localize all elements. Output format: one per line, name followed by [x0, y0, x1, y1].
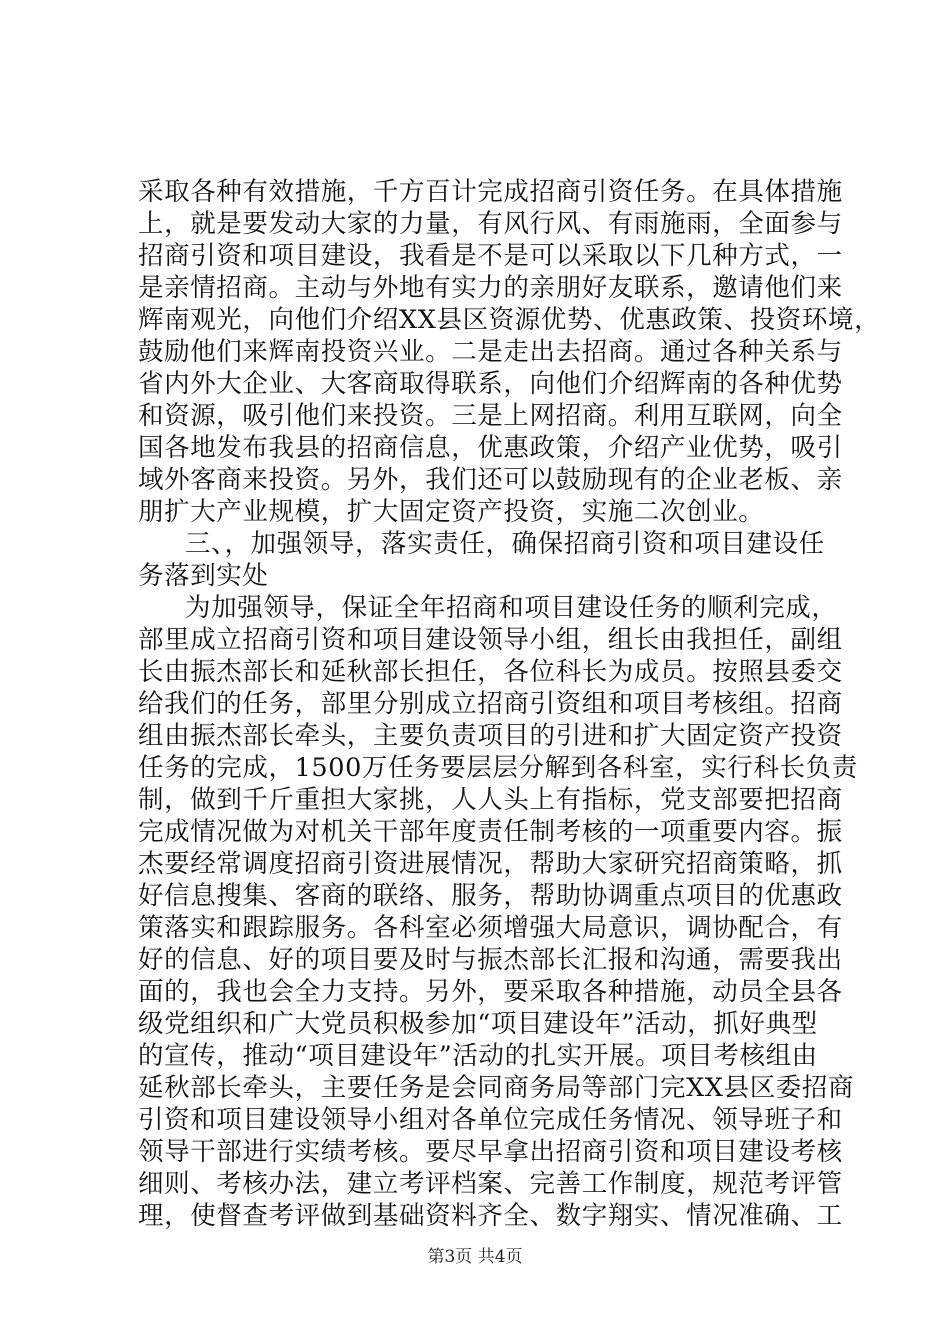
text-line: 完成情况做为对机关干部年度责任制考核的一项重要内容。振 — [138, 817, 843, 847]
text-line: 领导干部进行实绩考核。要尽早拿出招商引资和项目建设考核 — [138, 1137, 843, 1167]
text-line: 理，使督查考评做到基础资料齐全、数字翔实、情况准确、工 — [138, 1201, 843, 1231]
text-line: 延秋部长牵头，主要任务是会同商务局等部门完XX县区委招商 — [138, 1073, 855, 1103]
text-line: 好信息搜集、客商的联络、服务，帮助协调重点项目的优惠政 — [138, 881, 843, 911]
text-line: 级党组织和广大党员积极参加“项目建设年”活动，抓好典型 — [138, 1009, 818, 1039]
text-line: 朋扩大产业规模，扩大固定资产投资，实施二次创业。 — [138, 497, 765, 527]
text-line: 制，做到千斤重担大家挑，人人头上有指标，党支部要把招商 — [138, 785, 843, 815]
text-line: 辉南观光，向他们介绍XX县区资源优势、优惠政策、投资环境， — [138, 305, 881, 335]
text-line: 任务的完成，1500万任务要层层分解到各科室，实行科长负责 — [138, 753, 858, 783]
text-line: 给我们的任务，部里分别成立招商引资组和项目考核组。招商 — [138, 689, 843, 719]
text-line: 和资源，吸引他们来投资。三是上网招商。利用互联网，向全 — [138, 401, 843, 431]
text-line: 为加强领导，保证全年招商和项目建设任务的顺利完成， — [185, 593, 838, 623]
text-line: 部里成立招商引资和项目建设领导小组，组长由我担任，副组 — [138, 625, 843, 655]
text-line: 细则、考核办法，建立考评档案、完善工作制度，规范考评管 — [138, 1169, 843, 1199]
text-line: 引资和项目建设领导小组对各单位完成任务情况、领导班子和 — [138, 1105, 843, 1135]
text-line: 域外客商来投资。另外，我们还可以鼓励现有的企业老板、亲 — [138, 465, 843, 495]
text-line: 的宣传，推动“项目建设年”活动的扎实开展。项目考核组由 — [138, 1041, 818, 1071]
text-line: 长由振杰部长和延秋部长担任，各位科长为成员。按照县委交 — [138, 657, 843, 687]
page-footer: 第3页 共4页 — [427, 1247, 523, 1267]
document-body — [138, 176, 881, 1232]
text-line: 务落到实处 — [138, 561, 269, 591]
text-line: 策落实和跟踪服务。各科室必须增强大局意识，调协配合，有 — [138, 913, 843, 943]
text-line: 国各地发布我县的招商信息，优惠政策，介绍产业优势，吸引 — [138, 433, 843, 463]
text-line: 面的，我也会全力支持。另外，要采取各种措施，动员全县各 — [138, 977, 843, 1007]
text-line: 省内外大企业、大客商取得联系，向他们介绍辉南的各种优势 — [138, 369, 843, 399]
text-line: 是亲情招商。主动与外地有实力的亲朋好友联系，邀请他们来 — [138, 273, 843, 303]
text-line: 杰要经常调度招商引资进展情况，帮助大家研究招商策略，抓 — [138, 849, 843, 879]
text-line: 招商引资和项目建设，我看是不是可以采取以下几种方式，一 — [138, 241, 843, 271]
text-line: 上，就是要发动大家的力量，有风行风、有雨施雨，全面参与 — [138, 209, 843, 239]
text-line: 好的信息、好的项目要及时与振杰部长汇报和沟通，需要我出 — [138, 945, 843, 975]
text-line: 三、，加强领导，落实责任，确保招商引资和项目建设任 — [185, 529, 825, 559]
text-line: 采取各种有效措施，千方百计完成招商引资任务。在具体措施 — [138, 177, 843, 207]
text-line: 组由振杰部长牵头，主要负责项目的引进和扩大固定资产投资 — [138, 721, 843, 751]
text-line: 鼓励他们来辉南投资兴业。二是走出去招商。通过各种关系与 — [138, 337, 843, 367]
